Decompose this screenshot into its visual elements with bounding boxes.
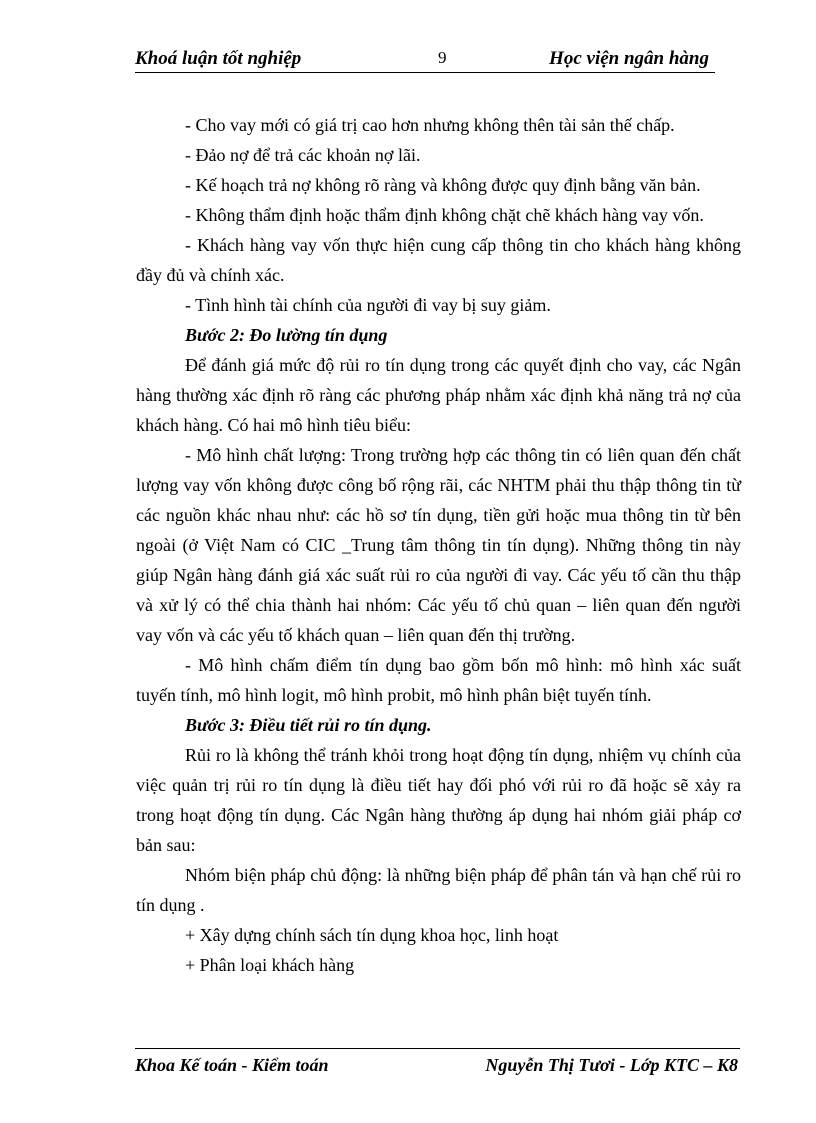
bullet-item: - Kế hoạch trả nợ không rõ ràng và không được quy định bằng văn bản. bbox=[185, 175, 701, 195]
footer-author: Nguyễn Thị Tươi - Lớp KTC – K8 bbox=[485, 1055, 738, 1075]
body-paragraph: Rủi ro là không thể tránh khỏi trong hoạt động tín dụng, nhiệm vụ chính của việc quản trị rủi ro tín dụng là điều tiết hay đối phó với rủi ro đã hoặc sẽ xảy ra trong hoạt động tín dụng. Các Ngân hàng thường áp dụng hai nhóm giải pháp cơ bản sau: bbox=[136, 745, 741, 855]
header-institution: Học viện ngân hàng bbox=[549, 48, 709, 69]
header-thesis-title: Khoá luận tốt nghiệp bbox=[135, 48, 302, 69]
body-paragraph: - Mô hình chất lượng: Trong trường hợp các thông tin có liên quan đến chất lượng vay vốn không được công bố rộng rãi, các NHTM phải thu thập thông tin từ các nguồn khác nhau như: các hồ sơ tín dụng, tiền gửi hoặc mua thông tin từ bên ngoài (ở Việt Nam có CIC _Trung tâm thông tin tín dụng). Những thông tin này giúp Ngân hàng đánh giá xác suất rủi ro của người đi vay. Các yếu tố cần thu thập và xử lý có thể chia thành hai nhóm: Các yếu tố chủ quan – liên quan đến người vay vốn và các yếu tố khách quan – liên quan đến thị trường. bbox=[136, 445, 741, 645]
bullet-item: - Cho vay mới có giá trị cao hơn nhưng không thên tài sản thế chấp. bbox=[185, 115, 675, 135]
bullet-item: - Khách hàng vay vốn thực hiện cung cấp thông tin cho khách hàng không đầy đủ và chính xác. bbox=[136, 235, 741, 285]
section-heading-step-3: Bước 3: Điều tiết rủi ro tín dụng. bbox=[185, 715, 432, 735]
bullet-item: - Không thẩm định hoặc thẩm định không chặt chẽ khách hàng vay vốn. bbox=[185, 205, 704, 225]
page-body bbox=[136, 110, 741, 980]
bullet-item: - Đảo nợ để trả các khoản nợ lãi. bbox=[185, 145, 421, 165]
body-paragraph: Để đánh giá mức độ rủi ro tín dụng trong các quyết định cho vay, các Ngân hàng thường xác định rõ ràng các phương pháp nhằm xác định khả năng trả nợ của khách hàng. Có hai mô hình tiêu biểu: bbox=[136, 355, 741, 435]
page-footer bbox=[135, 1048, 740, 1079]
bullet-item: + Phân loại khách hàng bbox=[185, 955, 355, 975]
footer-faculty: Khoa Kế toán - Kiểm toán bbox=[135, 1055, 329, 1075]
body-paragraph: Nhóm biện pháp chủ động: là những biện pháp để phân tán và hạn chế rủi ro tín dụng . bbox=[136, 865, 741, 915]
section-heading-step-2: Bước 2: Đo lường tín dụng bbox=[185, 325, 388, 345]
bullet-item: - Tình hình tài chính của người đi vay bị suy giảm. bbox=[185, 295, 551, 315]
body-paragraph: - Mô hình chấm điểm tín dụng bao gồm bốn mô hình: mô hình xác suất tuyến tính, mô hình logit, mô hình probit, mô hình phân biệt tuyến tính. bbox=[136, 655, 741, 705]
bullet-item: + Xây dựng chính sách tín dụng khoa học, linh hoạt bbox=[185, 925, 559, 945]
page-header bbox=[135, 46, 715, 73]
page-number: 9 bbox=[438, 48, 447, 67]
